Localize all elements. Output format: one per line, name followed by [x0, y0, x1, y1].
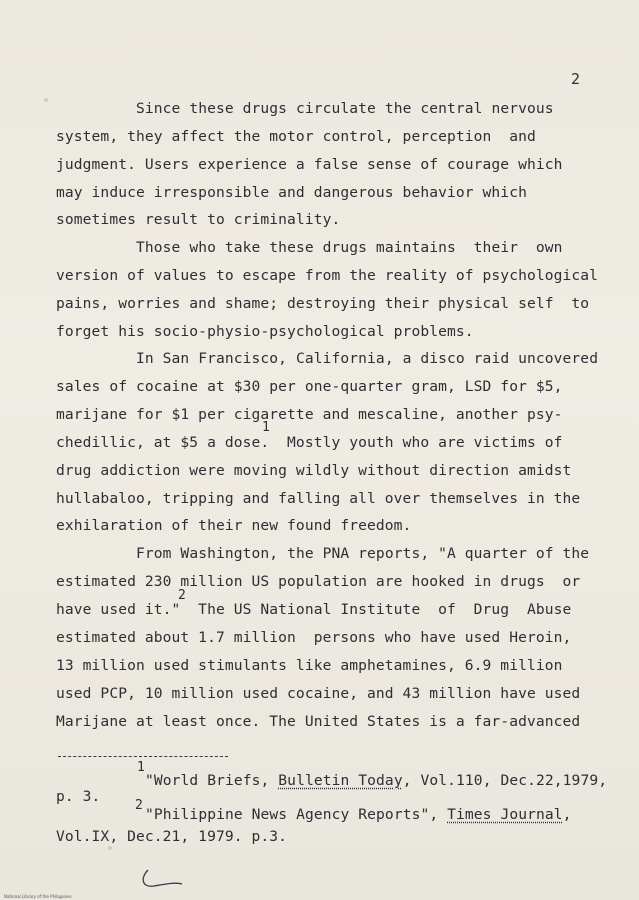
page-number: 2	[571, 70, 581, 88]
body-line: exhilaration of their new found freedom.	[56, 517, 412, 534]
body-line: may induce irresponsible and dangerous behavior which	[56, 184, 527, 201]
body-line: hullabaloo, tripping and falling all over themselves in the	[56, 490, 581, 507]
footnote-source: Bulletin Today	[278, 772, 403, 789]
footnote-marker: 1	[137, 760, 145, 775]
paper-stain	[44, 98, 48, 102]
footnote-marker: 2	[135, 798, 143, 813]
body-line: sometimes result to criminality.	[56, 211, 341, 228]
body-line: have used it." The US National Institute of Drug Abuse	[56, 601, 572, 618]
body-line: From Washington, the PNA reports, "A quarter of the	[136, 545, 590, 562]
pen-mark	[136, 866, 186, 892]
body-line: estimated about 1.7 million persons who have used Heroin,	[56, 629, 572, 646]
body-line: forget his socio-physio-psychological problems.	[56, 323, 474, 340]
body-line: Those who take these drugs maintains their own	[136, 239, 563, 256]
body-line: used PCP, 10 million used cocaine, and 43 million have used	[56, 685, 581, 702]
body-line: marijane for $1 per cigarette and mescaline, another psy-	[56, 406, 563, 423]
footnote-source: Times Journal	[447, 806, 563, 823]
body-line: estimated 230 million US population are hooked in drugs or	[56, 573, 581, 590]
footnote-text: "World Briefs, Bulletin Today, Vol.110, Dec.22,1979,	[145, 772, 608, 789]
body-line: judgment. Users experience a false sense of courage which	[56, 156, 563, 173]
footnote-text: Vol.IX, Dec.21, 1979. p.3.	[56, 828, 288, 845]
footnote-separator	[58, 756, 228, 757]
body-line: Since these drugs circulate the central nervous	[136, 100, 554, 117]
footnote-marker: 2	[178, 588, 186, 603]
footnote-text: "Philippine News Agency Reports", Times Journal,	[145, 806, 572, 823]
footnote-marker: 1	[262, 420, 270, 435]
body-line: system, they affect the motor control, perception and	[56, 128, 536, 145]
body-line: pains, worries and shame; destroying their physical self to	[56, 295, 590, 312]
body-line: 13 million used stimulants like amphetamines, 6.9 million	[56, 657, 563, 674]
body-line: drug addiction were moving wildly without direction amidst	[56, 462, 572, 479]
body-line: sales of cocaine at $30 per one-quarter gram, LSD for $5,	[56, 378, 563, 395]
body-line: version of values to escape from the reality of psychological	[56, 267, 599, 284]
body-line: chedillic, at $5 a dose. Mostly youth who are victims of	[56, 434, 563, 451]
footnote-text: p. 3.	[56, 788, 101, 805]
body-line: In San Francisco, California, a disco raid uncovered	[136, 350, 599, 367]
body-line: Marijane at least once. The United States is a far-advanced	[56, 713, 581, 730]
archive-footer: National Library of the Philippines	[4, 894, 72, 899]
paper-stain	[108, 846, 112, 850]
